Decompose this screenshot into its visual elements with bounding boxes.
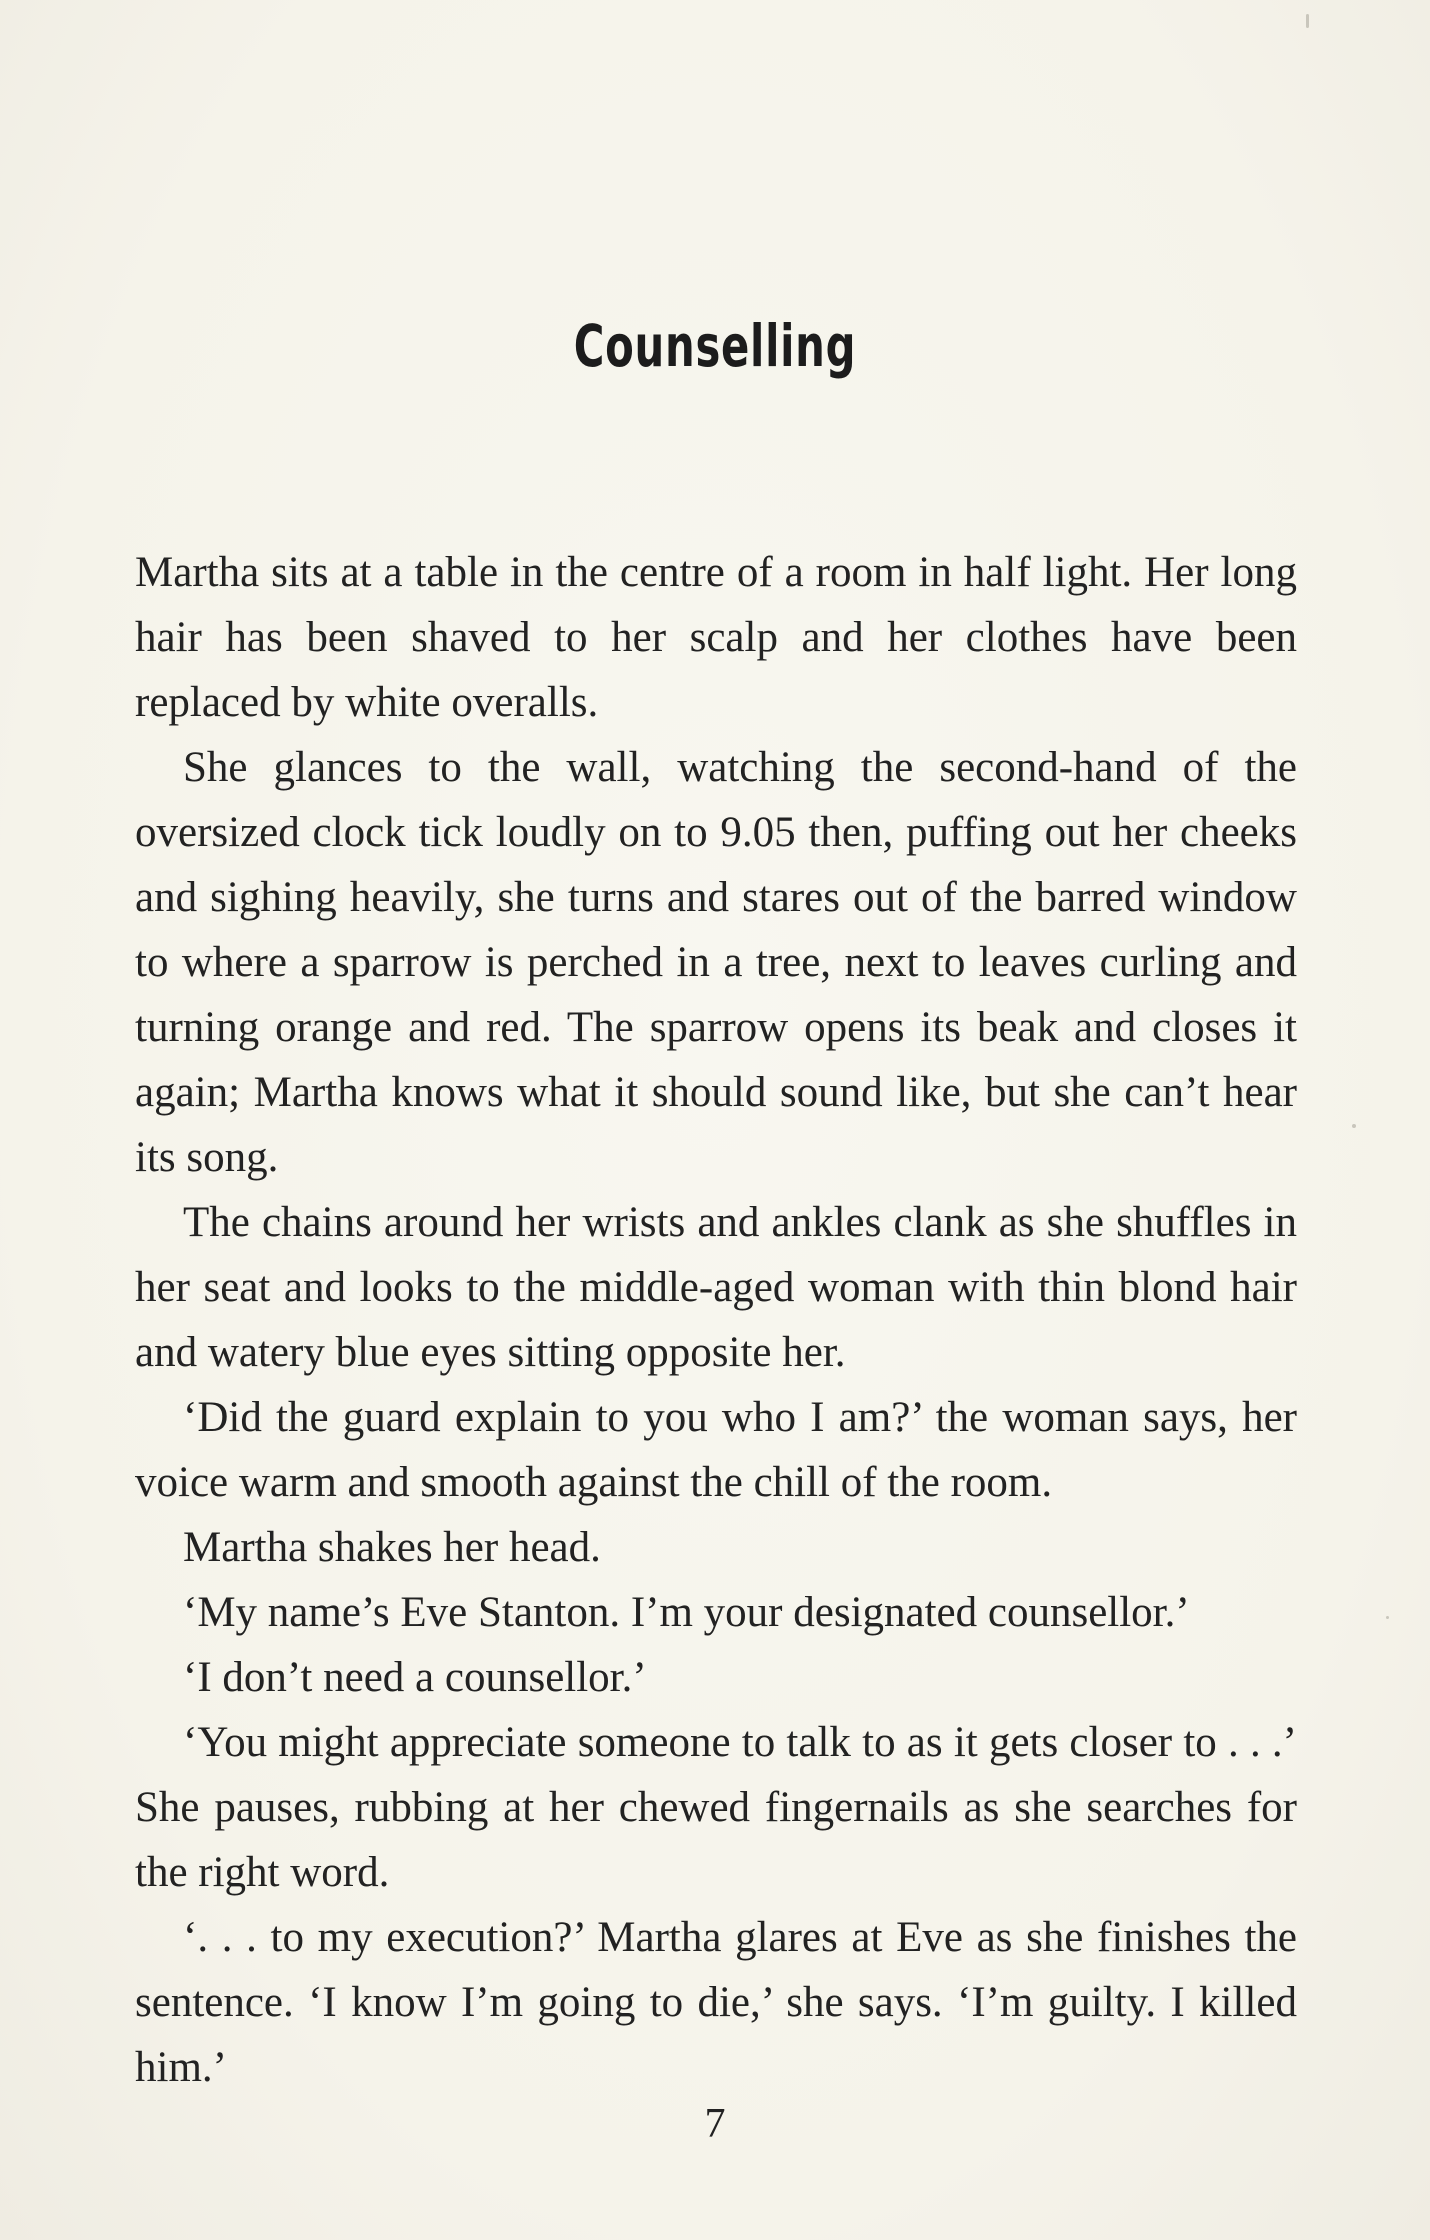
paragraph-9: ‘. . . to my execution?’ Martha glares at Eve as she finishes the sentence. ‘I know I’m going to die,’ she says. ‘I’m guilty. I killed him.’ — [135, 1914, 1297, 2091]
paragraph-5: Martha shakes her head. — [183, 1524, 601, 1571]
body-text — [135, 540, 1297, 2100]
page-number: 7 — [704, 2101, 726, 2147]
paragraph-1: Martha sits at a table in the centre of a room in half light. Her long hair has been shaved to her scalp and her clothes have been replaced by white overalls. — [135, 549, 1297, 726]
paragraph-2: She glances to the wall, watching the second-hand of the oversized clock tick loudly on to 9.05 then, puffing out her cheeks and sighing heavily, she turns and stares out of the barred window to where a sparrow is perched in a tree, next to leaves curling and turning orange and red. The sparrow opens its beak and closes it again; Martha knows what it should sound like, but she can’t hear its song. — [135, 744, 1297, 1181]
paper-speck — [1352, 1124, 1356, 1128]
paragraph-4: ‘Did the guard explain to you who I am?’ the woman says, her voice warm and smooth against the chill of the room. — [135, 1394, 1297, 1506]
paragraph-6: ‘My name’s Eve Stanton. I’m your designated counsellor.’ — [183, 1589, 1190, 1636]
chapter-title: Counselling — [573, 312, 857, 380]
paper-speck — [1386, 1616, 1389, 1619]
paragraph-7: ‘I don’t need a counsellor.’ — [183, 1654, 647, 1701]
paragraph-8: ‘You might appreciate someone to talk to as it gets closer to . . .’ She pauses, rubbing at her chewed fingernails as she searches for the right word. — [135, 1719, 1297, 1896]
paper-speck — [1306, 14, 1309, 28]
paragraph-3: The chains around her wrists and ankles clank as she shuffles in her seat and looks to the middle-aged woman with thin blond hair and watery blue eyes sitting opposite her. — [135, 1199, 1297, 1376]
